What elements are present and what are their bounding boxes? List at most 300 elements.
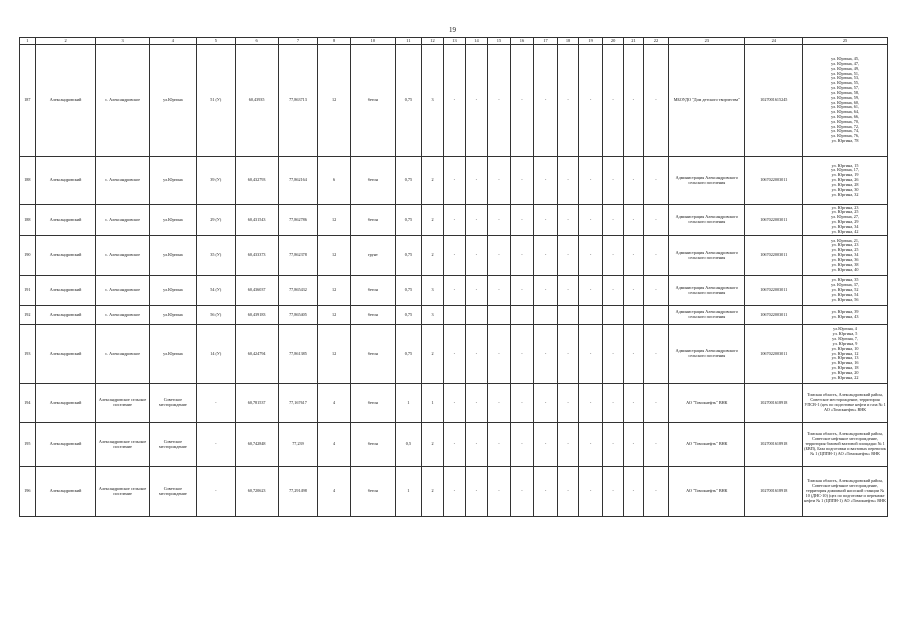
table-cell: 1067022003011 bbox=[745, 306, 803, 325]
table-cell: - bbox=[624, 384, 644, 423]
column-number: 4 bbox=[149, 38, 196, 45]
table-cell: 2 bbox=[422, 205, 444, 236]
table-cell: - bbox=[465, 236, 487, 276]
column-number: 1 bbox=[20, 38, 36, 45]
address-line: ул. Юргина, 49, bbox=[831, 65, 859, 71]
table-cell: - bbox=[534, 45, 558, 157]
table-cell bbox=[603, 306, 624, 325]
table-cell: 12 bbox=[318, 276, 350, 306]
address-line: ул. Юргина, 26 bbox=[831, 177, 859, 183]
table-cell: - bbox=[487, 423, 510, 467]
table-cell: 12 bbox=[318, 306, 350, 325]
address-cell bbox=[803, 157, 888, 205]
table-cell: 1067022003011 bbox=[745, 236, 803, 276]
address-line: ул. Юргина, 18 bbox=[831, 365, 859, 371]
table-cell: 1027001618918 bbox=[745, 467, 803, 517]
address-line: ул. Юргина, 55, bbox=[831, 80, 859, 86]
table-cell: 0,75 bbox=[395, 205, 421, 236]
table-cell: 6 bbox=[318, 157, 350, 205]
address-line: ул. Юргина, 45, bbox=[831, 56, 859, 62]
table-cell: - bbox=[534, 157, 558, 205]
table-cell: 3 bbox=[422, 276, 444, 306]
table-cell: 188 bbox=[20, 157, 36, 205]
table-cell: АО "Томскнефть" ВНК bbox=[669, 423, 745, 467]
table-cell: - bbox=[443, 276, 465, 306]
page-number: 19 bbox=[449, 26, 456, 34]
table-cell: 3 bbox=[422, 306, 444, 325]
table-cell: 188 bbox=[20, 205, 36, 236]
address-line: ул. Юргина, 13 bbox=[831, 355, 859, 361]
table-cell: - bbox=[603, 467, 624, 517]
table-cell: - bbox=[579, 157, 603, 205]
table-cell: 193 bbox=[20, 325, 36, 384]
table-cell: - bbox=[510, 467, 533, 517]
table-cell: - bbox=[534, 325, 558, 384]
table-cell: бетон bbox=[350, 205, 395, 236]
table-cell: - bbox=[624, 467, 644, 517]
table-cell: - bbox=[487, 157, 510, 205]
table-cell: - bbox=[558, 467, 579, 517]
table-cell: ул.Юргина bbox=[149, 276, 196, 306]
address-line: ул. Юргина, 39 bbox=[831, 309, 859, 315]
table-cell: - bbox=[465, 157, 487, 205]
table-cell: 1067022003011 bbox=[745, 325, 803, 384]
address-line: ул. Юргина, 28 bbox=[831, 181, 859, 187]
table-cell bbox=[510, 306, 533, 325]
table-cell bbox=[443, 306, 465, 325]
table-cell: - bbox=[603, 236, 624, 276]
table-cell: - bbox=[579, 45, 603, 157]
column-number: 10 bbox=[350, 38, 395, 45]
table-cell: с. Александровское bbox=[96, 45, 149, 157]
column-number: 16 bbox=[510, 38, 533, 45]
table-cell: - bbox=[558, 423, 579, 467]
table-cell: Александровский bbox=[35, 306, 96, 325]
table-cell: - bbox=[510, 205, 533, 236]
table-cell: - bbox=[443, 236, 465, 276]
table-cell: - bbox=[643, 325, 668, 384]
table-cell: - bbox=[510, 236, 533, 276]
table-cell: бетон bbox=[350, 423, 395, 467]
table-cell: бетон bbox=[350, 45, 395, 157]
column-number: 20 bbox=[603, 38, 624, 45]
table-cell: 14 (У) bbox=[196, 325, 235, 384]
table-cell: Александровский bbox=[35, 236, 96, 276]
address-line: ул. Юргина, 25 bbox=[831, 209, 859, 215]
table-cell: 1027001618918 bbox=[745, 423, 803, 467]
table-cell bbox=[579, 306, 603, 325]
table-cell: 1027001615245 bbox=[745, 45, 803, 157]
table-cell: - bbox=[534, 423, 558, 467]
table-cell: ул.Юргина bbox=[149, 205, 196, 236]
table-cell: 3 bbox=[422, 45, 444, 157]
address-line: ул. Юргина, 17, bbox=[831, 167, 859, 173]
table-cell bbox=[643, 306, 668, 325]
table-cell: - bbox=[603, 325, 624, 384]
table-cell: - bbox=[603, 423, 624, 467]
table-cell: - bbox=[643, 157, 668, 205]
table-cell: - bbox=[624, 236, 644, 276]
address-line: ул. Юргина, 5 bbox=[832, 331, 858, 337]
table-cell: 192 bbox=[20, 306, 36, 325]
table-cell: 1067022003011 bbox=[745, 157, 803, 205]
table-cell: - bbox=[624, 205, 644, 236]
table-cell: 60,720623 bbox=[235, 467, 278, 517]
table-cell: 0,75 bbox=[395, 325, 421, 384]
address-line: ул. Юргина, 60, bbox=[831, 99, 859, 105]
table-cell: Александровское сельское поселение bbox=[96, 423, 149, 467]
table-cell: 77,291498 bbox=[278, 467, 318, 517]
table-cell: 77,862786 bbox=[278, 205, 318, 236]
table-cell: 12 bbox=[318, 205, 350, 236]
table-cell: 0,75 bbox=[395, 45, 421, 157]
address-line: Томская область, Александровский район, Советское нефтяное месторождение, территория дожимной насосной станции № 10 (ДНС-10) (цех по подготовке и перекачке нефти № 1 (ЦППН-1) АО «Томскнефть» ВНК bbox=[804, 478, 886, 503]
address-cell bbox=[803, 384, 888, 423]
table-cell: - bbox=[487, 45, 510, 157]
column-number: 19 bbox=[579, 38, 603, 45]
table-cell: - bbox=[558, 205, 579, 236]
table-cell: Александровский bbox=[35, 384, 96, 423]
address-cell bbox=[803, 45, 888, 157]
table-cell: Администрация Александровского сельского поселения bbox=[669, 325, 745, 384]
table-cell bbox=[624, 306, 644, 325]
address-line: ул. Юргина, 76, bbox=[831, 133, 859, 139]
table-cell: Александровский bbox=[35, 45, 96, 157]
table-cell: 39 (У) bbox=[196, 157, 235, 205]
column-number: 14 bbox=[465, 38, 487, 45]
address-line: ул. Юргина, 59, bbox=[831, 94, 859, 100]
table-cell: ул.Юргина bbox=[149, 45, 196, 157]
table-cell: - bbox=[643, 205, 668, 236]
address-line: ул. Юргина, 42 bbox=[831, 228, 859, 234]
table-cell: Администрация Александровского сельского поселения bbox=[669, 205, 745, 236]
table-cell: 4 bbox=[318, 423, 350, 467]
table-cell: - bbox=[643, 467, 668, 517]
table-cell: - bbox=[196, 384, 235, 423]
table-cell: - bbox=[643, 45, 668, 157]
column-number: 15 bbox=[487, 38, 510, 45]
table-row bbox=[20, 45, 888, 157]
address-line: ул. Юргина, 15 bbox=[831, 162, 859, 168]
column-number: 17 bbox=[534, 38, 558, 45]
address-line: ул. Юргина, 19 bbox=[831, 172, 859, 178]
table-cell: Александровский bbox=[35, 325, 96, 384]
table-cell: - bbox=[624, 423, 644, 467]
address-line: ул. Юргина, 52 bbox=[831, 287, 859, 293]
table-cell: 77,865432 bbox=[278, 276, 318, 306]
address-line: ул. Юргина, 53, bbox=[831, 75, 859, 81]
table-cell: 12 bbox=[318, 236, 350, 276]
table-row bbox=[20, 306, 888, 325]
address-line: ул. Юргина, 16 bbox=[831, 360, 859, 366]
column-number: 8 bbox=[318, 38, 350, 45]
table-cell: Советское месторождение bbox=[149, 423, 196, 467]
address-cell bbox=[803, 306, 888, 325]
table-cell: - bbox=[579, 384, 603, 423]
column-number: 24 bbox=[745, 38, 803, 45]
table-cell: Советское месторождение bbox=[149, 467, 196, 517]
table-cell: Александровский bbox=[35, 157, 96, 205]
table-cell: АО "Томскнефть" ВНК bbox=[669, 467, 745, 517]
table-cell: 2 bbox=[422, 157, 444, 205]
table-cell: - bbox=[579, 325, 603, 384]
table-cell: - bbox=[603, 276, 624, 306]
column-number: 21 bbox=[624, 38, 644, 45]
table-cell bbox=[487, 306, 510, 325]
table-cell: - bbox=[510, 325, 533, 384]
address-line: ул. Юргина, 23 bbox=[831, 204, 859, 210]
address-line: ул. Юргина, 29 bbox=[831, 219, 859, 224]
column-number: 12 bbox=[422, 38, 444, 45]
table-cell: 0,75 bbox=[395, 157, 421, 205]
address-line: ул. Юргина, 43 bbox=[831, 314, 859, 319]
table-cell: 60,781537 bbox=[235, 384, 278, 423]
table-cell: - bbox=[534, 276, 558, 306]
table-cell: 187 bbox=[20, 45, 36, 157]
table-cell: - bbox=[510, 157, 533, 205]
column-number: 18 bbox=[558, 38, 579, 45]
address-line: ул. Юргина, 25 bbox=[831, 247, 859, 253]
table-cell: - bbox=[643, 423, 668, 467]
table-row bbox=[20, 325, 888, 384]
column-number: 2 bbox=[35, 38, 96, 45]
address-line: ул. Юргина, 34 bbox=[831, 252, 859, 258]
table-cell: 60,431543 bbox=[235, 205, 278, 236]
table-cell: 60,433373 bbox=[235, 236, 278, 276]
address-line: ул. Юргина, 20 bbox=[831, 369, 859, 375]
table-cell: - bbox=[487, 205, 510, 236]
table-cell: - bbox=[510, 384, 533, 423]
table-cell: Александровское сельское поселение bbox=[96, 384, 149, 423]
table-cell: - bbox=[579, 423, 603, 467]
table-cell: 194 bbox=[20, 384, 36, 423]
table-cell: - bbox=[624, 276, 644, 306]
column-number: 5 bbox=[196, 38, 235, 45]
address-cell bbox=[803, 205, 888, 236]
table-cell: - bbox=[443, 423, 465, 467]
column-number: 13 bbox=[443, 38, 465, 45]
table-cell: ул.Юргина bbox=[149, 157, 196, 205]
table-cell: 60,43935 bbox=[235, 45, 278, 157]
table-cell: - bbox=[465, 205, 487, 236]
table-cell bbox=[558, 306, 579, 325]
table-cell: с. Александровское bbox=[96, 157, 149, 205]
address-line: ул. Юргина, 66, bbox=[831, 113, 859, 119]
table-cell: - bbox=[558, 384, 579, 423]
table-cell: - bbox=[443, 205, 465, 236]
table-cell: - bbox=[558, 236, 579, 276]
address-line: ул. Юргина, 32 bbox=[831, 191, 859, 197]
address-line: ул. Юргина, 72, bbox=[831, 123, 859, 129]
table-cell: 77,239 bbox=[278, 423, 318, 467]
address-line: Томская область, Александровский район, Советское нефтяное месторождение, территория базовой вахтовой площадки № 1 (БВП), База подготовки и вахтовых перевозок № 1 (ЦППН-1) АО «Томскнефть» ВНК bbox=[804, 431, 886, 456]
column-number: 7 bbox=[278, 38, 318, 45]
address-line: ул. Юргина, 56 bbox=[831, 296, 859, 302]
table-cell: 56 (У) bbox=[196, 306, 235, 325]
table-cell: ул.Юргина bbox=[149, 325, 196, 384]
table-cell: - bbox=[558, 325, 579, 384]
table-cell: 2 bbox=[422, 423, 444, 467]
table-cell: 77,861385 bbox=[278, 325, 318, 384]
address-line: ул. Юргина, 23 bbox=[831, 242, 859, 248]
data-table bbox=[19, 37, 888, 517]
address-line: ул. Юргина, 36 bbox=[831, 256, 859, 262]
table-cell: 1067022003011 bbox=[745, 205, 803, 236]
table-cell: - bbox=[624, 325, 644, 384]
table-cell: - bbox=[558, 45, 579, 157]
table-cell: Администрация Александровского сельского поселения bbox=[669, 157, 745, 205]
table-cell: МБОУДО "Дом детского творчества" bbox=[669, 45, 745, 157]
table-cell: ул.Юргина bbox=[149, 306, 196, 325]
address-line: ул. Юргина, 21, bbox=[831, 237, 859, 243]
table-cell: - bbox=[465, 384, 487, 423]
table-cell: 195 bbox=[20, 423, 36, 467]
address-line: ул. Юргина, 47, bbox=[831, 60, 859, 66]
table-cell: 0,75 bbox=[395, 306, 421, 325]
table-cell: бетон bbox=[350, 384, 395, 423]
table-cell: 77,862164 bbox=[278, 157, 318, 205]
table-cell: - bbox=[534, 236, 558, 276]
table-cell: - bbox=[465, 276, 487, 306]
address-line: ул. Юргина, 78 bbox=[831, 138, 859, 144]
table-cell: - bbox=[643, 384, 668, 423]
table-cell: Администрация Александровского сельского поселения bbox=[669, 236, 745, 276]
table-cell: - bbox=[487, 236, 510, 276]
table-cell: - bbox=[603, 157, 624, 205]
table-cell: 1 bbox=[422, 384, 444, 423]
table-row bbox=[20, 276, 888, 306]
address-line: ул. Юргина, 34 bbox=[831, 223, 859, 229]
table-cell: 2 bbox=[422, 325, 444, 384]
table-cell: - bbox=[443, 467, 465, 517]
table-cell: 1027001618918 bbox=[745, 384, 803, 423]
table-cell: 29 (У) bbox=[196, 205, 235, 236]
address-line: ул. Юргина, 10 bbox=[831, 345, 859, 351]
table-cell: - bbox=[510, 276, 533, 306]
table-cell: 60,424794 bbox=[235, 325, 278, 384]
address-cell bbox=[803, 276, 888, 306]
table-cell: - bbox=[579, 205, 603, 236]
table-cell: - bbox=[510, 45, 533, 157]
table-cell: 1 bbox=[395, 467, 421, 517]
table-cell: - bbox=[558, 157, 579, 205]
table-cell: 77,865405 bbox=[278, 306, 318, 325]
table-cell: - bbox=[534, 467, 558, 517]
table-cell: 51 (У) bbox=[196, 45, 235, 157]
table-cell: 1067022003011 bbox=[745, 276, 803, 306]
table-row bbox=[20, 205, 888, 236]
table-cell: с. Александровское bbox=[96, 325, 149, 384]
table-cell: - bbox=[443, 157, 465, 205]
address-line: ул. Юргина, 27, bbox=[831, 214, 859, 220]
table-cell: Александровское сельское поселение bbox=[96, 467, 149, 517]
table-cell: Администрация Александровского сельского поселения bbox=[669, 276, 745, 306]
address-line: Томская область, Александровский район, Советское месторождение, территория УПСВ-1 (цех по подготовке нефти и газа № 1 АО «Томскнефть» ВНК bbox=[804, 392, 886, 412]
table-cell: Администрация Александровского сельского поселения bbox=[669, 306, 745, 325]
table-cell: - bbox=[465, 325, 487, 384]
table-cell: 60,439183 bbox=[235, 306, 278, 325]
table-cell: бетон bbox=[350, 467, 395, 517]
table-cell: с. Александровское bbox=[96, 205, 149, 236]
table-cell: с. Александровское bbox=[96, 306, 149, 325]
table-cell: 0,75 bbox=[395, 236, 421, 276]
table-cell: - bbox=[603, 205, 624, 236]
table-cell: Александровский bbox=[35, 467, 96, 517]
table-cell: 77,862378 bbox=[278, 236, 318, 276]
table-cell: - bbox=[443, 384, 465, 423]
column-number: 23 bbox=[669, 38, 745, 45]
table-cell: - bbox=[643, 236, 668, 276]
table-cell: 0,5 bbox=[395, 423, 421, 467]
table-cell: Александровский bbox=[35, 423, 96, 467]
address-line: ул. Юргина, 70, bbox=[831, 118, 859, 124]
table-cell: - bbox=[487, 467, 510, 517]
table-cell: грунт bbox=[350, 236, 395, 276]
table-cell: 2 bbox=[422, 467, 444, 517]
table-cell: - bbox=[579, 236, 603, 276]
table-cell: бетон bbox=[350, 306, 395, 325]
table-cell: 60,432793 bbox=[235, 157, 278, 205]
address-cell bbox=[803, 423, 888, 467]
column-number: 3 bbox=[96, 38, 149, 45]
address-cell bbox=[803, 236, 888, 276]
table-cell: 190 bbox=[20, 236, 36, 276]
table-row bbox=[20, 157, 888, 205]
address-line: ул. Юргина, 74, bbox=[831, 128, 859, 134]
column-number: 6 bbox=[235, 38, 278, 45]
table-cell: - bbox=[487, 276, 510, 306]
table-cell: - bbox=[579, 467, 603, 517]
address-line: ул. Юргина, 7, bbox=[832, 336, 858, 342]
table-cell bbox=[534, 306, 558, 325]
address-line: ул. Юргина, 54 bbox=[831, 291, 859, 297]
table-cell: Александровский bbox=[35, 276, 96, 306]
column-number: 11 bbox=[395, 38, 421, 45]
table-cell: 60,742848 bbox=[235, 423, 278, 467]
table-cell bbox=[465, 306, 487, 325]
address-line: ул.Юргина, 4 bbox=[833, 326, 857, 332]
table-row bbox=[20, 423, 888, 467]
table-cell: Александровский bbox=[35, 205, 96, 236]
address-line: ул. Юргина, 57, bbox=[831, 85, 859, 91]
table-cell: 4 bbox=[318, 467, 350, 517]
address-cell bbox=[803, 325, 888, 384]
table-cell: - bbox=[534, 205, 558, 236]
table-cell: Советское месторождение bbox=[149, 384, 196, 423]
table-cell: - bbox=[624, 157, 644, 205]
table-cell: АО "Томскнефть" ВНК bbox=[669, 384, 745, 423]
table-cell: 54 (У) bbox=[196, 276, 235, 306]
table-cell: - bbox=[624, 45, 644, 157]
address-line: ул. Юргина, 22 bbox=[831, 374, 859, 380]
table-cell: - bbox=[443, 325, 465, 384]
address-line: ул. Юргина, 38 bbox=[831, 261, 859, 267]
table-cell: - bbox=[603, 45, 624, 157]
table-cell: бетон bbox=[350, 157, 395, 205]
column-number: 22 bbox=[643, 38, 668, 45]
table-cell: - bbox=[579, 276, 603, 306]
address-line: ул. Юргина, 12 bbox=[831, 350, 859, 356]
table-cell: 4 bbox=[318, 384, 350, 423]
address-line: ул. Юргина, 61, bbox=[831, 104, 859, 110]
table-row bbox=[20, 236, 888, 276]
table-row bbox=[20, 467, 888, 517]
table-cell: 191 bbox=[20, 276, 36, 306]
address-line: ул. Юргина, 30 bbox=[831, 186, 859, 192]
table-cell: 12 bbox=[318, 325, 350, 384]
table-cell: бетон bbox=[350, 325, 395, 384]
table-cell: с. Александровское bbox=[96, 236, 149, 276]
